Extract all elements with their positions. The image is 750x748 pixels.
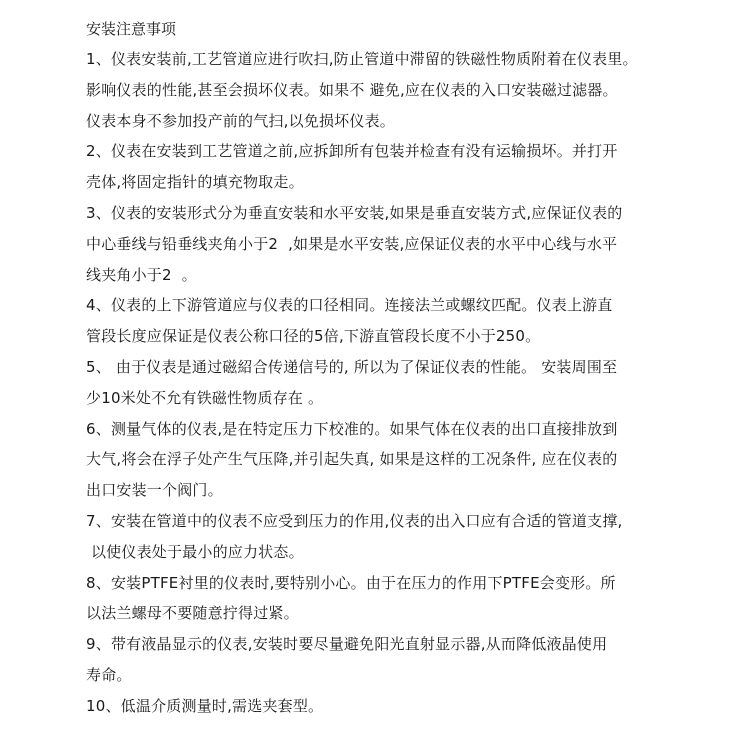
text-line: 大气,将会在浮子处产生气压降,并引起失真, 如果是这样的工况条件, 应在仪表的 [86,450,618,469]
text-line: 3、仪表的安装形式分为垂直安装和水平安装,如果是垂直安装方式,应保证仪表的 [86,203,623,222]
text-line: 少10米处不允有铁磁性物质存在 。 [86,388,324,407]
text-line: 9、带有液晶显示的仪表,安装时要尽量避免阳光直射显示器,从而降低液晶使用 [86,635,608,654]
text-line: 以法兰螺母不要随意拧得过紧。 [86,604,299,623]
text-line: 6、测量气体的仪表,是在特定压力下校准的。如果气体在仪表的出口直接排放到 [86,419,618,438]
text-line: 管段长度应保证是仪表公称口径的5倍,下游直管段长度不小于250。 [86,327,541,346]
document-body [86,44,686,722]
text-line: 1、仪表安装前,工艺管道应进行吹扫,防止管道中滞留的铁磁性物质附着在仪表里。 [86,50,638,68]
text-line: 仪表本身不参加投产前的气扫,以免损坏仪表。 [86,111,395,130]
text-line: 5、 由于仪表是通过磁紹合传递信号的, 所以为了保证仪表的性能。 安装周围至 [86,357,618,376]
text-line: 以使仪表处于最小的应力状态。 [86,542,304,561]
text-line: 10、低温介质测量时,需选夹套型。 [86,696,324,715]
document-title: 安装注意事项 [86,20,177,38]
text-line: 2、仪表在安装到工艺管道之前,应拆卸所有包装并检查有没有运输损坏。并打开 [86,142,618,161]
text-line: 寿命。 [86,665,132,684]
text-line: 壳体,将固定指针的填充物取走。 [86,173,304,192]
text-line: 8、安装PTFE衬里的仪表时,要特别小心。由于在压力的作用下PTFE会变形。所 [86,573,616,592]
text-line: 线夹角小于2 。 [86,265,197,284]
text-line: 影响仪表的性能,甚至会损坏仪表。如果不 避免,应在仪表的入口安装磁过滤器。 [86,80,618,99]
text-line: 4、仪表的上下游管道应与仪表的口径相同。连接法兰或螺纹匹配。仪表上游直 [86,296,613,315]
text-line: 出口安装一个阀门。 [86,481,223,500]
text-line: 7、安装在管道中的仪表不应受到压力的作用,仪表的出入口应有合适的管道支撑, [86,511,623,530]
text-line: 中心垂线与铅垂线夹角小于2 ,如果是水平安装,应保证仪表的水平中心线与水平 [86,234,618,253]
